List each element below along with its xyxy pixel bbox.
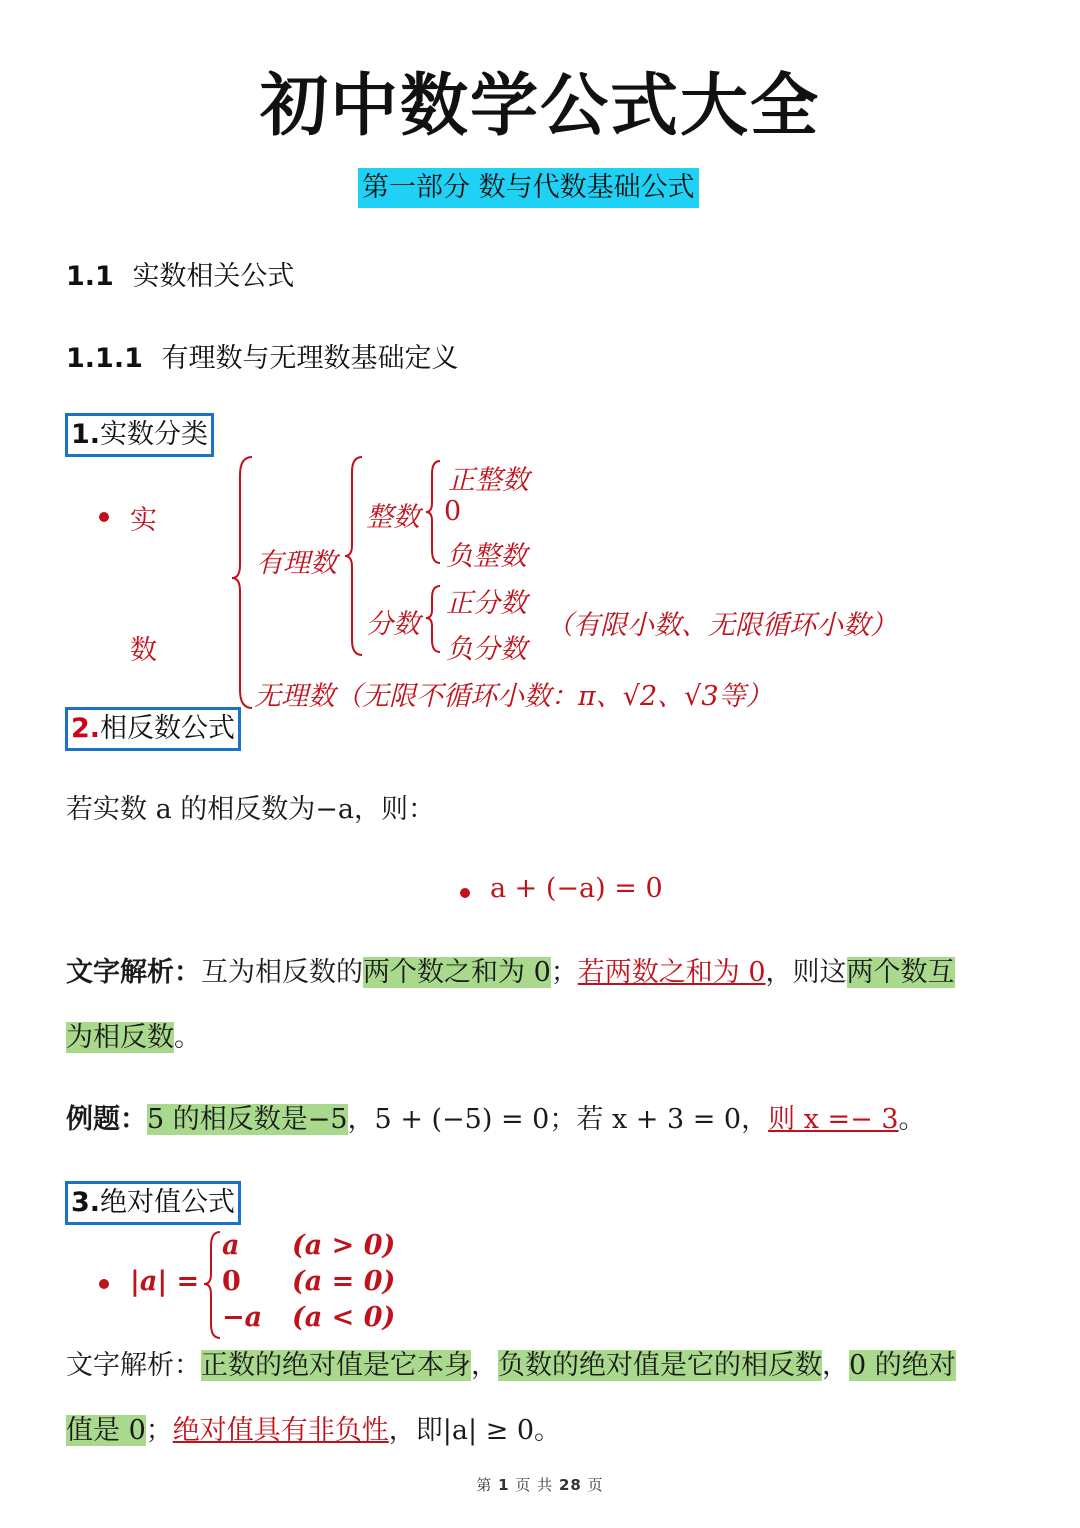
abs-case1-cond: (a > 0) — [292, 1230, 396, 1261]
label-positive-fraction: 正分数 — [446, 588, 527, 619]
brace-rational — [345, 457, 362, 655]
label-negative-fraction: 负分数 — [446, 634, 527, 665]
analysis-text: ， — [822, 1350, 849, 1381]
subsection-text: 有理数与无理数基础定义 — [161, 343, 459, 374]
abs-case3-value: −a — [222, 1302, 263, 1333]
root-label-bottom: 数 — [130, 635, 157, 666]
root-label-top: 实 — [130, 505, 157, 536]
box-number: 1. — [71, 419, 101, 450]
box-number: 3. — [71, 1187, 101, 1218]
analysis-text: 。 — [174, 1022, 201, 1053]
brace-real — [232, 457, 252, 708]
bullet-dot — [99, 1279, 109, 1289]
footer-prefix: 第 — [476, 1476, 493, 1494]
box-label: 实数分类 — [100, 419, 209, 450]
example-label: 例题： — [66, 1104, 147, 1135]
highlight: 值是 0 — [66, 1415, 146, 1446]
abs-lhs: |a| = — [130, 1266, 200, 1297]
label-fraction: 分数 — [366, 609, 420, 640]
footer-mid: 页 共 — [515, 1476, 554, 1494]
footer-total: 28 — [558, 1476, 582, 1494]
page-title: 初中数学公式大全 — [259, 67, 820, 146]
classification-braces — [0, 0, 1080, 760]
heading-box-opposite — [65, 707, 241, 751]
heading-box-absolute — [65, 1181, 241, 1225]
section-text: 实数相关公式 — [132, 261, 295, 292]
underlined-text: 则 x =− 3 — [768, 1104, 899, 1135]
absolute-analysis-line1 — [66, 1346, 956, 1386]
page-footer — [0, 1474, 1080, 1495]
abs-case3-cond: (a < 0) — [292, 1302, 396, 1333]
label-zero: 0 — [444, 496, 462, 527]
abs-brace — [200, 1228, 224, 1342]
highlight: 为相反数 — [66, 1022, 174, 1053]
highlight: 负数的绝对值是它的相反数 — [498, 1350, 822, 1381]
footer-page: 1 — [498, 1476, 510, 1494]
highlight: 5 的相反数是−5 — [147, 1104, 348, 1135]
label-positive-integer: 正整数 — [448, 465, 529, 496]
opposite-intro: 若实数 a 的相反数为−a，则： — [66, 794, 435, 825]
subsection-number: 1.1.1 — [66, 343, 143, 374]
analysis-text: 互为相反数的 — [201, 957, 363, 988]
analysis-label: 文字解析： — [66, 957, 201, 988]
absolute-analysis-line2 — [66, 1411, 561, 1451]
label-negative-integer: 负整数 — [446, 541, 527, 572]
analysis-text: ，则这 — [765, 957, 847, 988]
abs-case2-cond: (a = 0) — [292, 1266, 396, 1297]
opposite-analysis-line1 — [66, 953, 955, 993]
highlight: 正数的绝对值是它本身 — [201, 1350, 471, 1381]
box-label: 绝对值公式 — [100, 1187, 236, 1218]
highlight: 两个数互 — [846, 957, 955, 988]
analysis-label: 文字解析： — [66, 1350, 201, 1381]
label-integer: 整数 — [366, 502, 420, 533]
label-irrational: 无理数（无限不循环小数：π、√2、√3等） — [254, 681, 773, 712]
analysis-text: ， — [471, 1350, 498, 1381]
part-banner: 第一部分 数与代数基础公式 — [358, 168, 699, 208]
box-label: 相反数公式 — [100, 713, 236, 744]
underlined-text: 绝对值具有非负性 — [172, 1415, 389, 1446]
label-rational: 有理数 — [256, 548, 337, 579]
box-number: 2. — [71, 713, 101, 744]
footer-suffix: 页 — [587, 1476, 604, 1494]
analysis-text: ； — [145, 1415, 173, 1446]
bullet-dot — [460, 888, 470, 898]
underlined-text: 若两数之和为 0 — [577, 957, 766, 988]
analysis-text: ，即|a| ≥ 0。 — [388, 1415, 562, 1446]
opposite-example — [66, 1100, 926, 1140]
label-fraction-note: （有限小数、无限循环小数） — [546, 610, 897, 641]
brace-fraction — [426, 586, 440, 652]
example-text: ，5 + (−5) = 0；若 x + 3 = 0， — [347, 1104, 769, 1135]
opposite-formula: a + (−a) = 0 — [490, 873, 663, 904]
analysis-text: ； — [550, 957, 578, 988]
abs-case2-value: 0 — [222, 1266, 241, 1297]
highlight: 0 的绝对 — [849, 1350, 956, 1381]
section-number: 1.1 — [66, 261, 114, 292]
example-text: 。 — [898, 1104, 926, 1135]
highlight: 两个数之和为 0 — [363, 957, 551, 988]
brace-integer — [426, 461, 440, 563]
abs-case1-value: a — [222, 1230, 240, 1261]
opposite-analysis-line2 — [66, 1018, 201, 1058]
